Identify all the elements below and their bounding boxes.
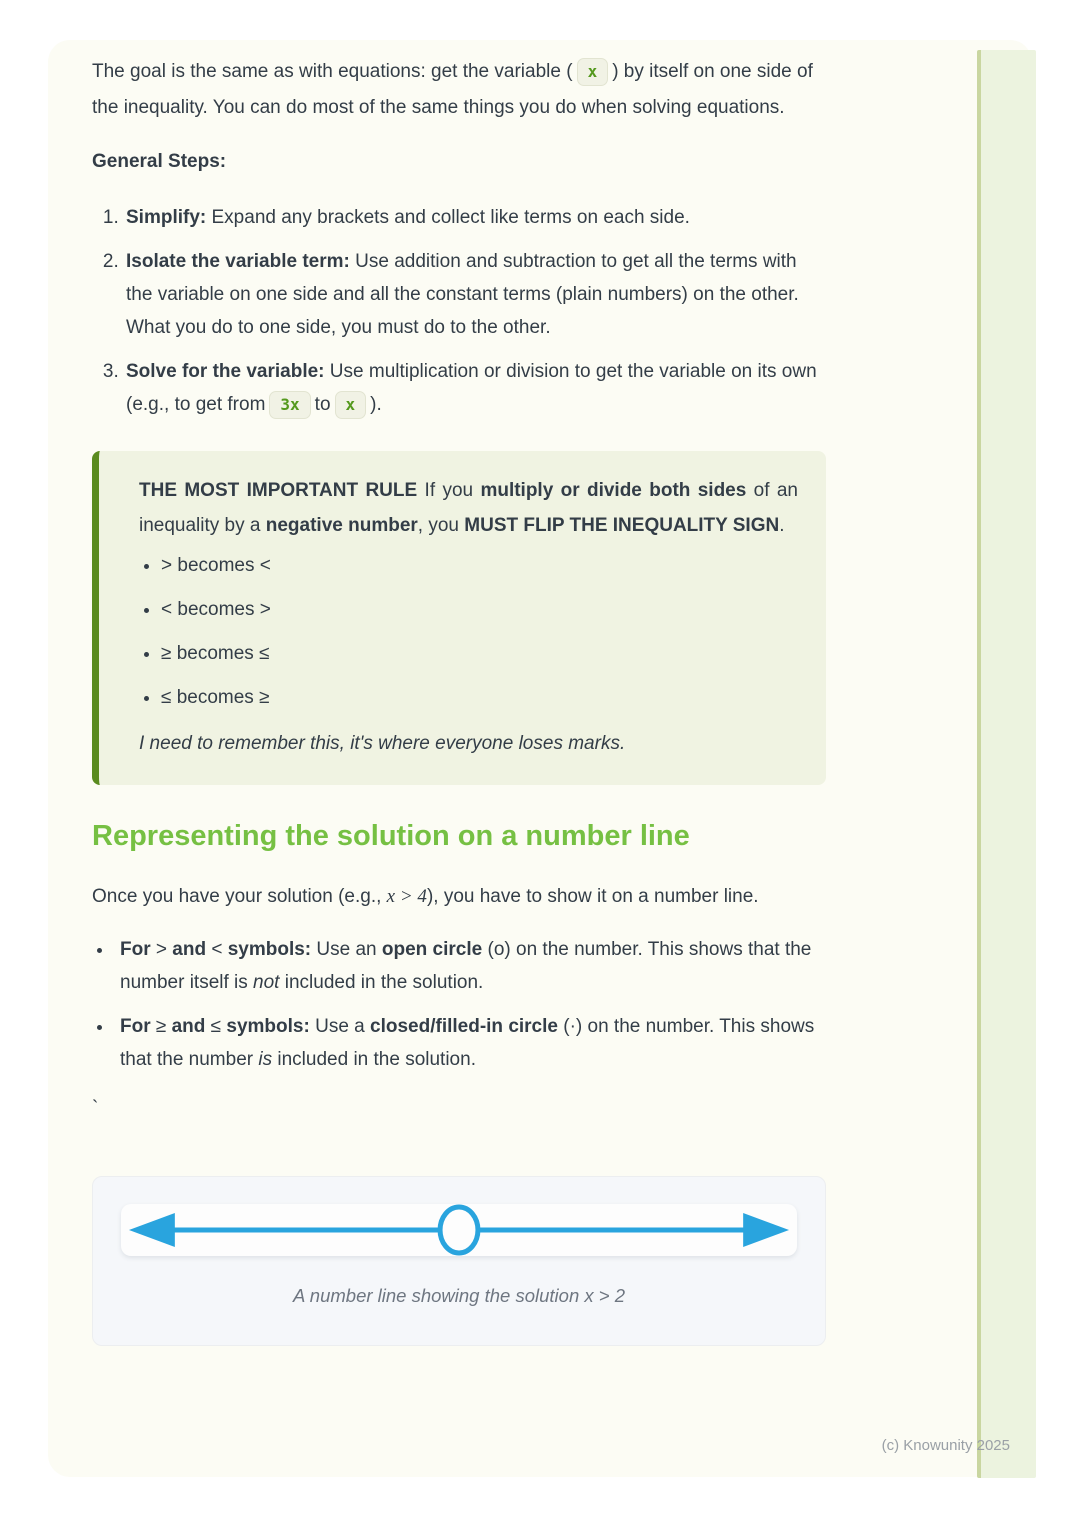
text-segment: For <box>120 939 151 960</box>
text-segment: Solve for the variable: <box>126 361 325 382</box>
step-isolate-variable <box>124 245 826 344</box>
inline-code-chip: 3x <box>269 391 310 419</box>
figure-caption: A number line showing the solution x > 2 <box>293 1285 625 1306</box>
rule-lt-becomes-gt: • < becomes > <box>161 597 798 622</box>
rule-gt-becomes-lt: • > becomes < <box>161 553 798 578</box>
callout-title <box>139 473 798 543</box>
step-simplify <box>124 201 826 234</box>
text-segment: MUST FLIP THE INEQUALITY SIGN <box>464 515 780 536</box>
text-segment: of an inequality by a <box>139 480 798 536</box>
text-segment: Use an <box>311 939 382 960</box>
closed-circle-rule <box>114 1010 826 1076</box>
inline-code-chip: x <box>335 391 367 419</box>
text-segment: (·) on the number. This shows that the number <box>120 1016 815 1070</box>
document-content <box>92 40 826 1346</box>
text-segment: Once you have your solution (e.g., <box>92 886 387 907</box>
text-segment: If you <box>417 480 481 501</box>
open-circle-marker <box>440 1207 478 1253</box>
intro-paragraph <box>92 54 826 126</box>
number-line-strip <box>121 1204 797 1256</box>
right-arrowhead-icon <box>743 1213 789 1247</box>
text-segment: , you <box>417 515 465 536</box>
text-segment: The goal is the same as with equations: get the variable ( <box>92 61 573 82</box>
step-solve-variable <box>124 355 826 421</box>
text-segment: Isolate the variable term: <box>126 251 350 272</box>
text-segment: symbols: <box>227 939 312 960</box>
text-segment: Simplify: <box>126 207 207 228</box>
number-line-figure <box>92 1176 826 1346</box>
text-segment: multiply or divide both sides <box>480 480 747 501</box>
text-segment: to <box>314 394 331 415</box>
text-segment: THE MOST IMPORTANT RULE <box>139 480 418 501</box>
section-intro-paragraph <box>92 879 826 915</box>
text-segment: Expand any brackets and collect like terms on each side. <box>206 207 690 228</box>
text-segment: < <box>206 939 228 960</box>
sign-flip-rules-list <box>139 553 798 710</box>
text-segment: For <box>120 1016 151 1037</box>
personal-note: I need to remember this, it's where everyone loses marks. <box>139 733 626 754</box>
text-segment: included in the solution. <box>279 972 484 993</box>
rule-ge-becomes-le: • ≥ becomes ≤ <box>161 641 798 666</box>
text-segment: Use multiplication or division to get the variable on its own (e.g., to get from <box>126 361 817 415</box>
stray-backtick: ` <box>92 1098 99 1119</box>
text-segment: x > 4 <box>386 886 427 907</box>
inline-code-chip: x <box>577 58 609 86</box>
general-steps-list <box>92 201 826 421</box>
text-segment: > <box>150 939 173 960</box>
text-segment: is <box>258 1049 273 1070</box>
text-segment: Use addition and subtraction to get all the terms with the variable on one side and all the constant terms (plain numbers) on the other. What you do to one side, you must do to the other. <box>126 251 799 338</box>
copyright-credit: (c) Knowunity 2025 <box>881 1437 1010 1454</box>
text-segment: ) by itself on one side of the inequality. You can do most of the same things you do when solving equations. <box>92 61 813 118</box>
text-segment: ≤ <box>205 1016 227 1037</box>
text-segment: symbols: <box>226 1016 310 1037</box>
important-rule-callout <box>92 451 826 785</box>
text-segment: closed/filled-in circle <box>370 1016 558 1037</box>
rule-le-becomes-ge: • ≤ becomes ≥ <box>161 685 798 710</box>
number-line-graphic <box>121 1204 797 1256</box>
text-segment: ), you have to show it on a number line. <box>426 886 759 907</box>
text-segment: Use a <box>309 1016 371 1037</box>
text-segment: open circle <box>381 939 483 960</box>
text-segment: included in the solution. <box>272 1049 476 1070</box>
open-circle-rule <box>114 933 826 999</box>
left-arrowhead-icon <box>129 1213 175 1247</box>
page-edge-decoration <box>977 50 1036 1478</box>
text-segment: negative number <box>265 515 418 536</box>
text-segment: not <box>253 972 280 993</box>
text-segment: and <box>171 1016 206 1037</box>
general-steps-label: General Steps: <box>92 151 227 172</box>
text-segment: and <box>172 939 207 960</box>
text-segment: ). <box>370 394 382 415</box>
number-line-rules-list <box>92 933 826 1076</box>
text-segment: (o) on the number. This shows that the number itself is <box>120 939 812 993</box>
section-heading: Representing the solution on a number line <box>92 820 690 852</box>
text-segment: ≥ <box>150 1016 172 1037</box>
text-segment: . <box>779 515 785 536</box>
